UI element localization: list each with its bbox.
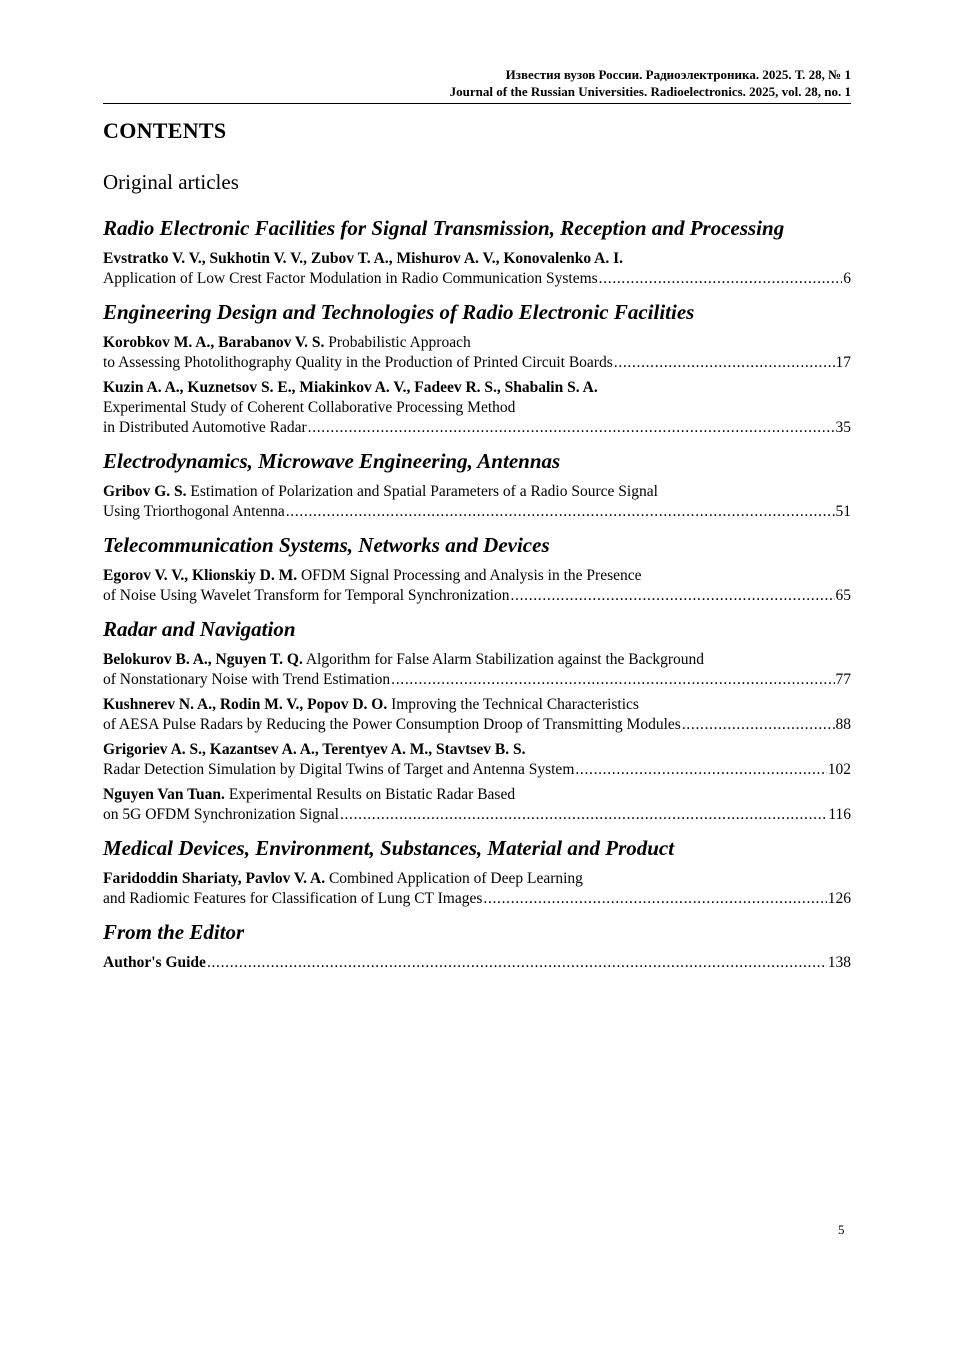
section-title: Radar and Navigation	[103, 617, 296, 641]
toc-entry[interactable]	[103, 249, 851, 289]
entry-last-line	[103, 953, 851, 973]
entry-first-line	[103, 482, 851, 502]
entry-title-lead: Probabilistic Approach	[328, 334, 471, 351]
entry-first-line	[103, 333, 851, 353]
entry-last-line	[103, 760, 851, 780]
entry-authors: Kushnerev N. A., Rodin M. V., Popov D. O.	[103, 696, 388, 713]
entry-title-last: to Assessing Photolithography Quality in the Production of Printed Circuit Boards	[103, 354, 613, 371]
entry-last-line	[103, 418, 851, 438]
original-articles-heading: Original articles	[103, 170, 239, 194]
table-of-contents	[103, 215, 851, 978]
section-title: Electrodynamics, Microwave Engineering, Antennas	[103, 449, 561, 473]
section-title: Radio Electronic Facilities for Signal Transmission, Reception and Processing	[103, 216, 785, 240]
toc-section	[103, 919, 851, 973]
toc-section	[103, 299, 851, 438]
section-title: Telecommunication Systems, Networks and Devices	[103, 533, 550, 557]
toc-section	[103, 448, 851, 522]
dot-leader	[340, 805, 827, 825]
toc-entry[interactable]	[103, 695, 851, 735]
entry-title-last: Application of Low Crest Factor Modulation in Radio Communication Systems	[103, 270, 598, 287]
toc-entry[interactable]	[103, 650, 851, 690]
section-title: Engineering Design and Technologies of Radio Electronic Facilities	[103, 300, 695, 324]
entry-authors: Belokurov B. A., Nguyen T. Q.	[103, 651, 303, 668]
entry-title-lead: Improving the Technical Characteristics	[391, 696, 639, 713]
dot-leader	[286, 502, 835, 522]
toc-entry[interactable]	[103, 378, 851, 438]
entry-page-number: 138	[827, 954, 851, 971]
dot-leader	[207, 953, 827, 973]
entry-first-line	[103, 695, 851, 715]
entry-first-line	[103, 869, 851, 889]
entry-last-line	[103, 889, 851, 909]
entry-page-number: 102	[827, 761, 851, 778]
entry-title-last: Radar Detection Simulation by Digital Twins of Target and Antenna System	[103, 761, 575, 778]
journal-header-russian: Известия вузов России. Радиоэлектроника. 2025. Т. 28, № 1	[505, 67, 851, 82]
entry-authors: Gribov G. S.	[103, 483, 187, 500]
toc-section	[103, 215, 851, 289]
entry-title-lead: Algorithm for False Alarm Stabilization against the Background	[305, 651, 705, 668]
toc-section	[103, 835, 851, 909]
entry-title-lead: OFDM Signal Processing and Analysis in the Presence	[300, 567, 642, 584]
entry-title-lead: Estimation of Polarization and Spatial Parameters of a Radio Source Signal	[190, 483, 658, 500]
entry-title-lead: Experimental Results on Bistatic Radar Based	[228, 786, 516, 803]
entry-title-lead: Combined Application of Deep Learning	[328, 870, 583, 887]
entry-last-line	[103, 670, 851, 690]
entry-authors: Evstratko V. V., Sukhotin V. V., Zubov T. A., Mishurov A. V., Konovalenko A. I.	[103, 250, 624, 267]
entry-first-line	[103, 249, 851, 269]
entry-title-last: Using Triorthogonal Antenna	[103, 503, 285, 520]
journal-header	[103, 66, 851, 100]
entry-authors: Grigoriev A. S., Kazantsev A. A., Terentyev A. M., Stavtsev B. S.	[103, 741, 526, 758]
contents-title: CONTENTS	[103, 118, 227, 143]
toc-entry[interactable]	[103, 785, 851, 825]
entry-authors: Korobkov M. A., Barabanov V. S.	[103, 334, 325, 351]
entry-title-last: in Distributed Automotive Radar	[103, 419, 307, 436]
dot-leader	[682, 715, 835, 735]
entry-authors: Nguyen Van Tuan.	[103, 786, 225, 803]
entry-title-last: and Radiomic Features for Classification of Lung CT Images	[103, 890, 483, 907]
toc-entry[interactable]	[103, 333, 851, 373]
header-rule	[103, 103, 851, 104]
toc-entry[interactable]	[103, 482, 851, 522]
dot-leader	[614, 353, 835, 373]
entry-first-line	[103, 785, 851, 805]
toc-section	[103, 532, 851, 606]
section-title: From the Editor	[103, 920, 245, 944]
toc-entry[interactable]	[103, 953, 851, 973]
entry-page-number: 126	[827, 890, 851, 907]
toc-entry[interactable]	[103, 740, 851, 780]
dot-leader	[483, 889, 826, 909]
entry-last-line	[103, 353, 851, 373]
toc-section	[103, 616, 851, 825]
entry-page-number: 116	[828, 806, 851, 823]
entry-page-number: 35	[835, 419, 851, 436]
entry-page-number: 88	[835, 716, 851, 733]
toc-entry[interactable]	[103, 869, 851, 909]
dot-leader	[599, 269, 843, 289]
entry-last-line	[103, 269, 851, 289]
entry-last-line	[103, 805, 851, 825]
entry-page-number: 6	[843, 270, 851, 287]
entry-title-last: of Nonstationary Noise with Trend Estimation	[103, 671, 391, 688]
entry-first-line	[103, 650, 851, 670]
entry-page-number: 51	[835, 503, 851, 520]
toc-entry[interactable]	[103, 566, 851, 606]
entry-title-bold: Author's Guide	[103, 954, 206, 971]
entry-page-number: 17	[835, 354, 851, 371]
entry-last-line	[103, 715, 851, 735]
entry-title-last: of AESA Pulse Radars by Reducing the Power Consumption Droop of Transmitting Modules	[103, 716, 681, 733]
dot-leader	[511, 586, 835, 606]
entry-last-line	[103, 502, 851, 522]
dot-leader	[391, 670, 834, 690]
page-number: 5	[838, 1222, 845, 1237]
entry-authors: Faridoddin Shariaty, Pavlov V. A.	[103, 870, 326, 887]
journal-header-english: Journal of the Russian Universities. Radioelectronics. 2025, vol. 28, no. 1	[449, 84, 851, 99]
entry-first-line	[103, 566, 851, 586]
dot-leader	[575, 760, 826, 780]
entry-title-last: of Noise Using Wavelet Transform for Temporal Synchronization	[103, 587, 510, 604]
entry-title-last: on 5G OFDM Synchronization Signal	[103, 806, 339, 823]
entry-title-line: Experimental Study of Coherent Collaborative Processing Method	[103, 399, 516, 416]
entry-page-number: 65	[835, 587, 851, 604]
entry-page-number: 77	[835, 671, 851, 688]
entry-authors: Egorov V. V., Klionskiy D. M.	[103, 567, 298, 584]
entry-last-line	[103, 586, 851, 606]
dot-leader	[308, 418, 835, 438]
section-title: Medical Devices, Environment, Substances, Material and Product	[103, 836, 675, 860]
entry-first-line	[103, 378, 851, 398]
entry-first-line	[103, 740, 851, 760]
entry-authors: Kuzin A. A., Kuznetsov S. E., Miakinkov A. V., Fadeev R. S., Shabalin S. A.	[103, 379, 598, 396]
